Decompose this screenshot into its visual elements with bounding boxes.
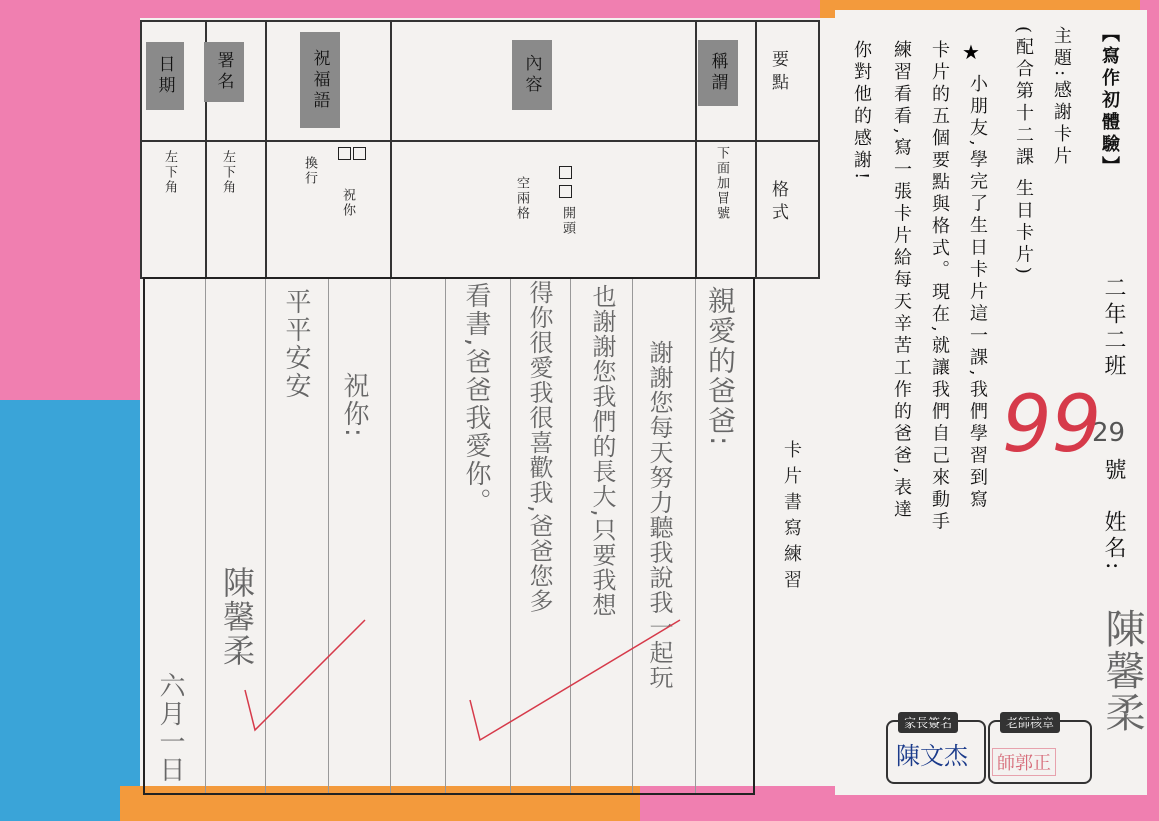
handwritten-line-3: 得你很愛我很喜歡我,爸爸您多 xyxy=(525,280,553,614)
header-salutation: 稱謂 xyxy=(698,40,738,106)
format-signature: 左下角 xyxy=(220,150,235,195)
parent-signature: 陳文杰 xyxy=(896,742,968,770)
star-icon: ★ xyxy=(962,40,980,64)
header-date: 日期 xyxy=(146,42,184,110)
header-blessing: 祝福語 xyxy=(300,32,340,128)
header-key-points: 要點 xyxy=(768,50,788,96)
handwritten-signature: 陳馨柔 xyxy=(218,566,256,668)
handwritten-date: 六月一日 xyxy=(155,672,185,784)
teacher-stamp: 師郭正 xyxy=(992,748,1056,776)
handwritten-line-4: 看書,爸爸我愛你。 xyxy=(461,282,491,517)
format-blessing-note: 換行 xyxy=(302,156,317,186)
instruction-note: (配合第十二課 生日卡片) xyxy=(1013,26,1034,278)
handwritten-line-1: 謝謝您每天努力聽我說我一起玩 xyxy=(645,340,673,690)
number-label: 號 xyxy=(1101,458,1126,484)
instruction-topic: 主題:感謝卡片 xyxy=(1051,26,1072,169)
format-content-note: 空兩格 xyxy=(514,176,529,221)
format-blessing-example: 祝你 xyxy=(340,188,355,218)
instruction-title: 【寫作初體驗】 xyxy=(1099,24,1120,178)
format-salutation: 下面加冒號 xyxy=(714,146,729,221)
header-signature: 署名 xyxy=(204,42,244,102)
handwritten-blessing-2: 平平安安 xyxy=(281,288,311,400)
parent-signature-label: 家長簽名 xyxy=(898,712,958,733)
score: 99 xyxy=(1002,380,1102,470)
instruction-line-2: 卡片的五個要點與格式。現在,就讓我們自己來動手 xyxy=(929,40,950,534)
practice-label: 卡片書寫練習 xyxy=(781,440,802,596)
student-name: 陳馨柔 xyxy=(1099,608,1145,734)
format-content-example: 開頭 xyxy=(560,206,575,236)
format-date: 左下角 xyxy=(162,150,177,195)
header-content: 內容 xyxy=(512,40,552,110)
instruction-line-1: 小朋友,學完了生日卡片這一課,我們學習到寫 xyxy=(967,74,988,512)
teacher-stamp-label: 老師核章 xyxy=(1000,712,1060,733)
handwritten-blessing-1: 祝你: xyxy=(339,372,369,439)
instruction-line-4: 你對他的感謝! xyxy=(851,40,872,184)
format-key-points: 格式 xyxy=(768,180,788,226)
handwritten-salutation: 親愛的爸爸: xyxy=(704,286,737,448)
name-label: 姓名: xyxy=(1101,510,1126,574)
handwritten-line-2: 也謝謝您我們的長大,只要我想 xyxy=(588,284,616,618)
student-number: 29 xyxy=(1092,418,1126,448)
instruction-line-3: 練習看看,寫一張卡片給每天辛苦工作的爸爸,表達 xyxy=(891,40,912,522)
class-label: 二年二班 xyxy=(1101,276,1126,380)
